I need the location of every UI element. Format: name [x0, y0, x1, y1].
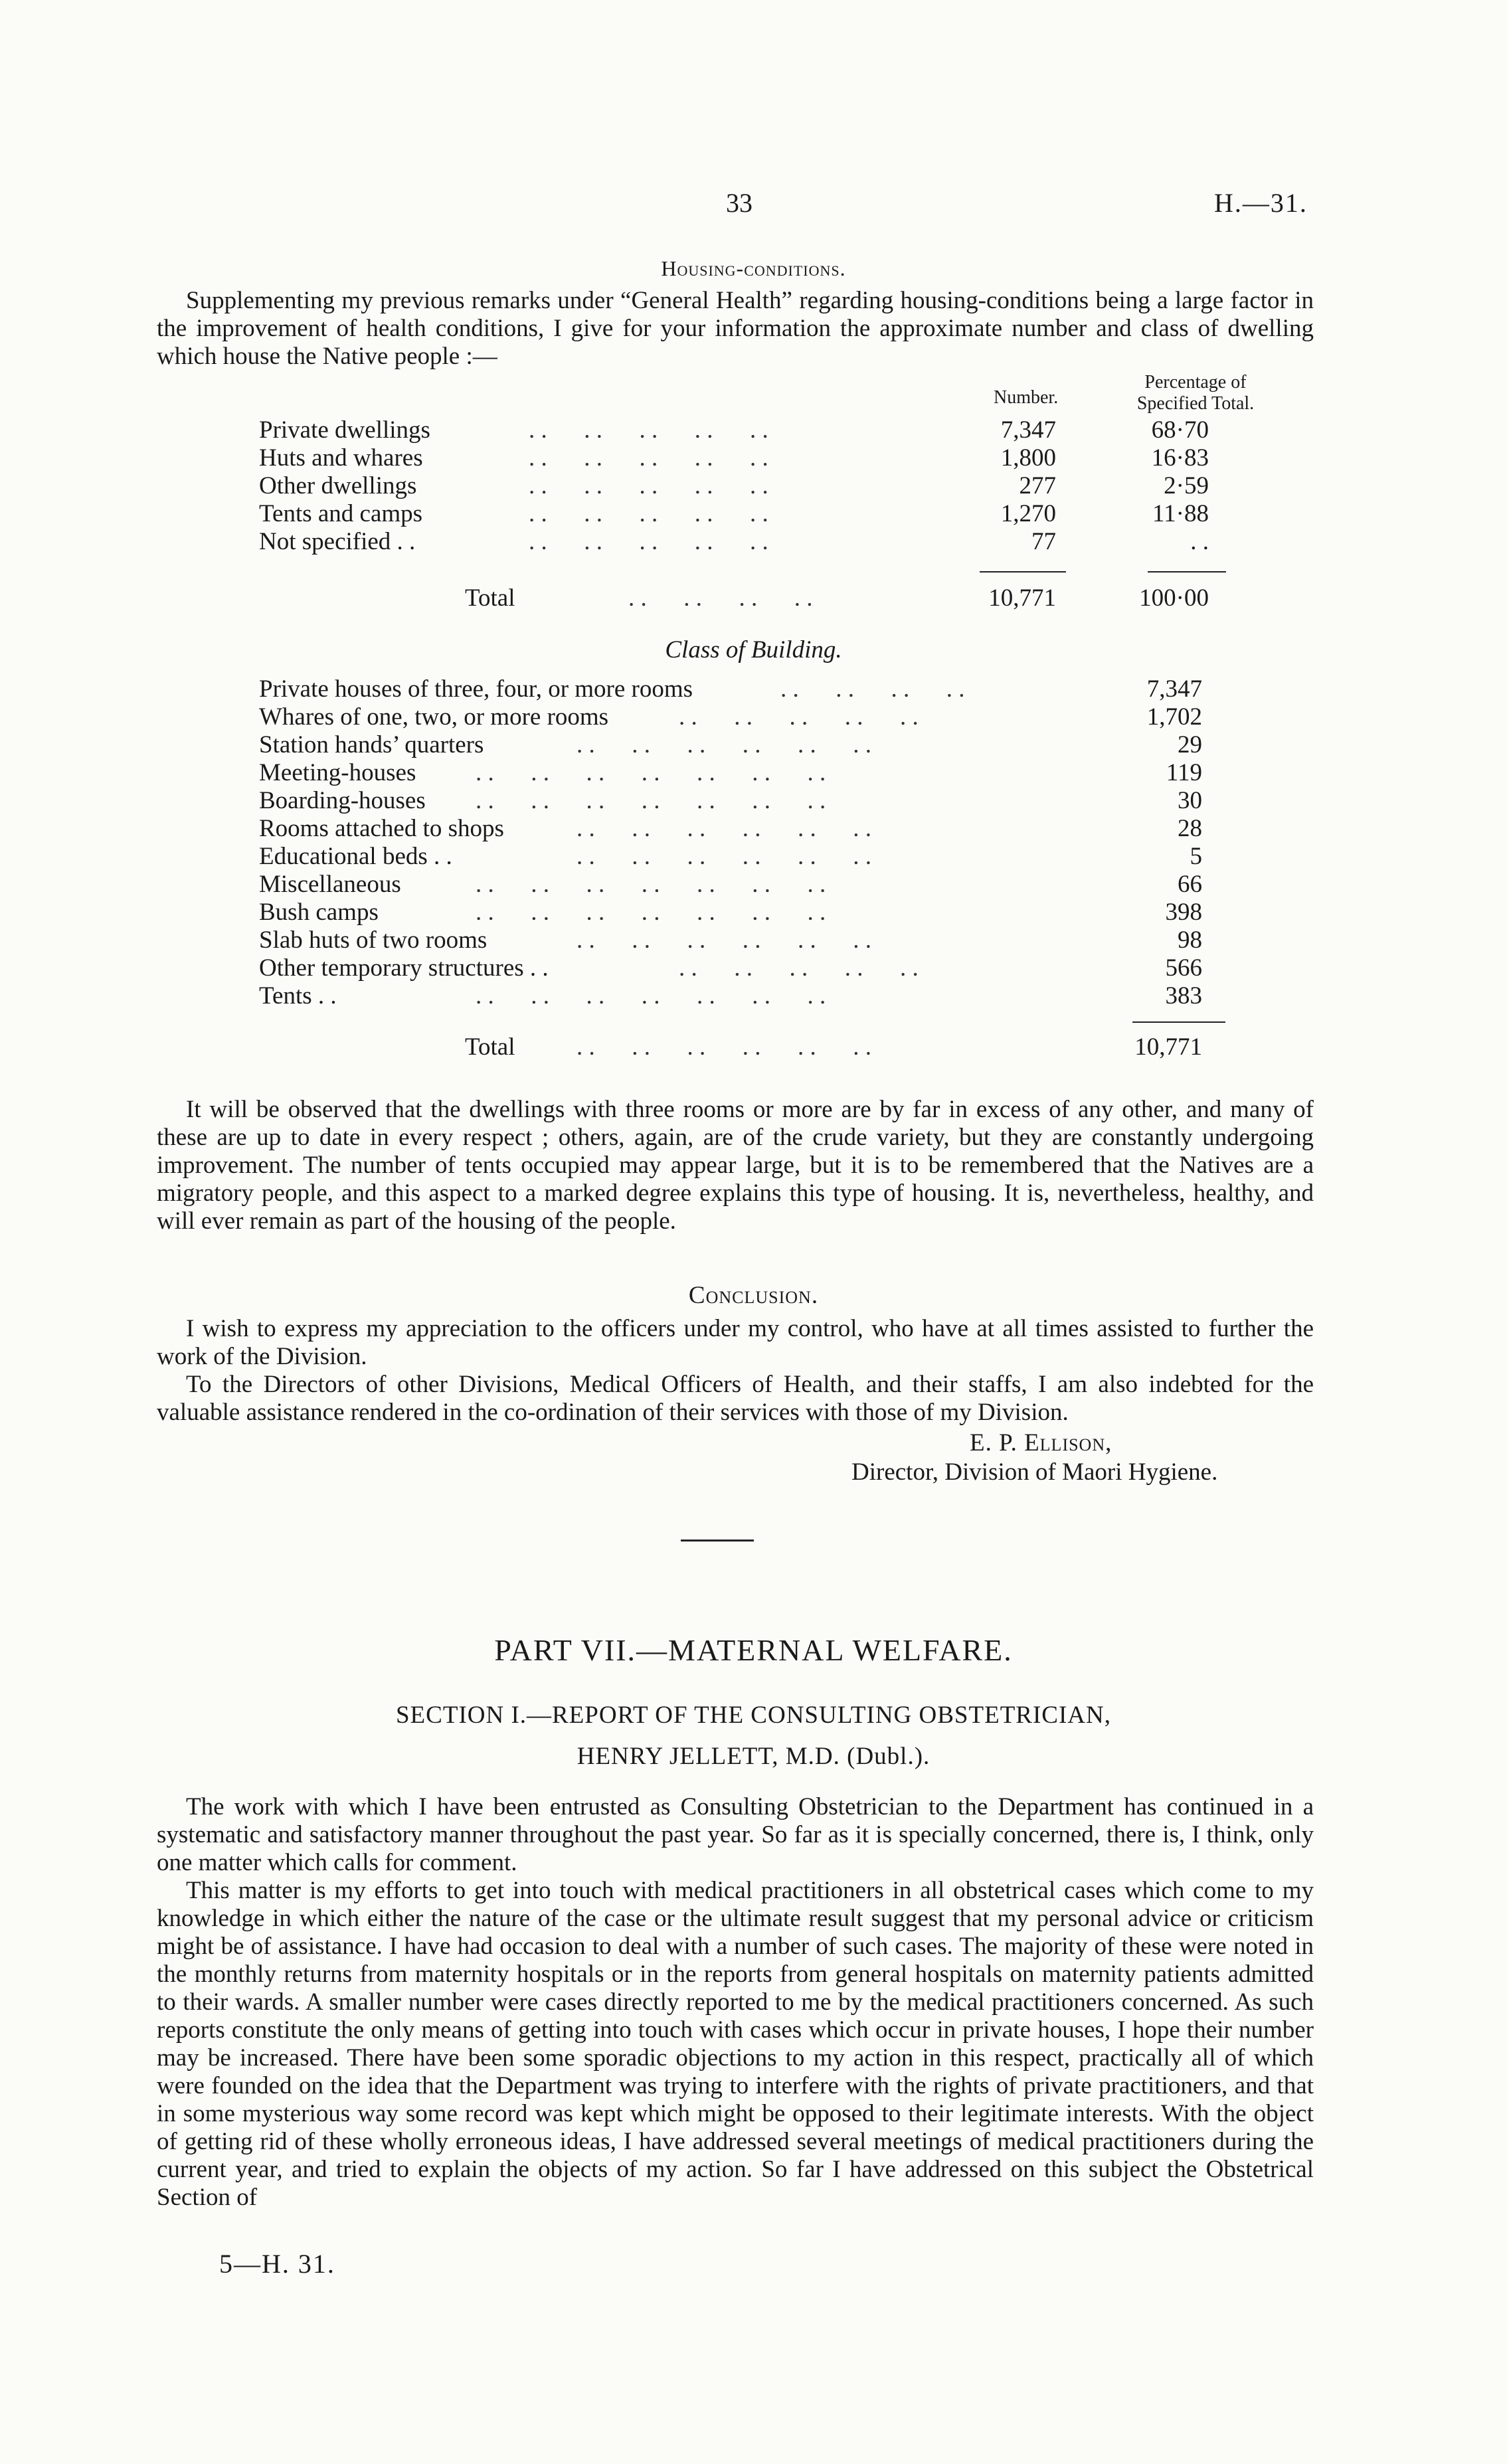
total-row — [259, 584, 1229, 612]
row-value: 5 — [1190, 843, 1202, 870]
leader-dots: . . . . . . . . . . — [529, 416, 768, 444]
leader-dots: . . . . . . . . . . . . — [576, 843, 871, 870]
column-header-percentage-line1: Percentage of — [1144, 372, 1247, 393]
section-title: SECTION I.—REPORT OF THE CONSULTING OBSTETRICIAN, — [395, 1702, 1111, 1729]
row-label: Private dwellings — [259, 416, 430, 444]
total-label: Total — [465, 584, 515, 612]
table-row — [259, 500, 1229, 528]
row-value: 28 — [1178, 815, 1202, 842]
leader-dots: . . . . . . . . . . . . — [576, 926, 871, 954]
doc-reference: H.—31. — [1214, 188, 1308, 218]
row-percentage: 2·59 — [1164, 472, 1209, 499]
row-percentage: 16·83 — [1151, 444, 1209, 472]
row-number: 77 — [1031, 528, 1056, 555]
table-row — [259, 815, 1229, 843]
table-row — [259, 871, 1229, 899]
row-value: 29 — [1178, 731, 1202, 758]
conclusion-paragraph-1: I wish to express my appreciation to the officers under my control, who have at all times assisted to further the work of the Division. — [157, 1315, 1314, 1370]
table-row — [259, 528, 1229, 556]
leader-dots: . . . . . . . . . . — [529, 528, 768, 555]
total-rule-value — [1132, 1021, 1225, 1023]
housing-heading: Housing-conditions. — [661, 256, 846, 280]
table-row — [259, 703, 1229, 731]
table-row — [259, 926, 1229, 954]
row-label: Not specified . . — [259, 528, 416, 555]
leader-dots: . . . . . . . . . . . . — [576, 815, 871, 842]
leader-dots: . . . . . . . . . . . . — [576, 731, 871, 758]
leader-dots: . . . . . . . . . . — [679, 954, 919, 982]
row-value: 30 — [1178, 787, 1202, 814]
column-header-number: Number. — [994, 387, 1059, 408]
row-label: Boarding-houses — [259, 787, 426, 814]
table-row — [259, 899, 1229, 926]
signature-title: Director, Division of Maori Hygiene. — [851, 1458, 1218, 1486]
row-value: 98 — [1178, 926, 1202, 954]
column-header-percentage — [1109, 372, 1282, 414]
table-row — [259, 444, 1229, 472]
section-divider — [681, 1540, 754, 1541]
leader-dots: . . . . . . . . . . . . . . — [476, 899, 826, 926]
row-value: 566 — [1165, 954, 1202, 982]
leader-dots: . . . . . . . . . . — [529, 444, 768, 472]
row-percentage: 11·88 — [1152, 500, 1209, 527]
row-number: 1,270 — [1000, 500, 1056, 527]
row-value: 398 — [1165, 899, 1202, 926]
building-heading: Class of Building. — [665, 636, 842, 663]
row-label: Station hands’ quarters — [259, 731, 484, 758]
leader-dots: . . . . . . . . . . . . . . — [476, 759, 826, 786]
table-row — [259, 787, 1229, 815]
part-title: PART VII.—MATERNAL WELFARE. — [494, 1633, 1013, 1667]
leader-dots: . . . . . . . . . . — [679, 703, 919, 731]
housing-intro: Supplementing my previous remarks under “General Health” regarding housing-conditions being a large factor in the improvement of health conditions, I give for your information the approximate number and class of dwelling which house the Native people :— — [157, 287, 1314, 370]
row-label: Educational beds . . — [259, 843, 452, 870]
conclusion-heading: Conclusion. — [688, 1282, 819, 1309]
conclusion-paragraph-2: To the Directors of other Divisions, Medical Officers of Health, and their staffs, I am also indebted for the valuable assistance rendered in the co-ordination of their services with those of my Division. — [157, 1371, 1314, 1426]
total-percentage: 100·00 — [1139, 584, 1209, 612]
table-row — [259, 759, 1229, 787]
page-number: 33 — [726, 188, 753, 218]
row-value: 7,347 — [1146, 675, 1202, 703]
row-value: 1,702 — [1146, 703, 1202, 731]
total-number: 10,771 — [988, 584, 1056, 612]
total-rule-percentage — [1148, 571, 1226, 572]
table-row — [259, 954, 1229, 982]
row-percentage: . . — [1190, 528, 1209, 555]
total-row — [259, 1033, 1229, 1061]
row-label: Tents . . — [259, 982, 337, 1010]
row-label: Other dwellings — [259, 472, 417, 499]
author-title: HENRY JELLETT, M.D. (Dubl.). — [576, 1743, 931, 1770]
signature-name: E. P. Ellison, — [970, 1429, 1112, 1456]
sheet-mark: 5—H. 31. — [219, 2249, 335, 2279]
leader-dots: . . . . . . . . — [780, 675, 965, 703]
table-row — [259, 675, 1229, 703]
row-label: Tents and camps — [259, 500, 423, 527]
obstetrician-paragraph-1: The work with which I have been entrusted as Consulting Obstetrician to the Department has continued in a systematic and satisfactory manner throughout the past year. So far as it is specially concerned, there is, I think, only one matter which calls for comment. — [157, 1793, 1314, 1876]
column-header-percentage-line2: Specified Total. — [1136, 393, 1255, 414]
table-row — [259, 731, 1229, 759]
row-label: Slab huts of two rooms — [259, 926, 488, 954]
row-label: Miscellaneous — [259, 871, 401, 898]
row-value: 119 — [1166, 759, 1202, 786]
total-rule-number — [980, 571, 1066, 572]
table-row — [259, 472, 1229, 500]
total-value: 10,771 — [1134, 1033, 1202, 1061]
row-label: Whares of one, two, or more rooms — [259, 703, 609, 731]
row-value: 66 — [1178, 871, 1202, 898]
leader-dots: . . . . . . . . . . . . — [576, 1033, 871, 1061]
row-number: 1,800 — [1000, 444, 1056, 472]
row-label: Huts and whares — [259, 444, 423, 472]
leader-dots: . . . . . . . . . . — [529, 500, 768, 527]
row-number: 277 — [1019, 472, 1056, 499]
leader-dots: . . . . . . . . — [628, 584, 813, 612]
row-value: 383 — [1165, 982, 1202, 1010]
row-label: Rooms attached to shops — [259, 815, 504, 842]
leader-dots: . . . . . . . . . . . . . . — [476, 787, 826, 814]
leader-dots: . . . . . . . . . . . . . . — [476, 871, 826, 898]
table-row — [259, 416, 1229, 444]
leader-dots: . . . . . . . . . . — [529, 472, 768, 499]
row-label: Meeting-houses — [259, 759, 416, 786]
total-label: Total — [465, 1033, 515, 1061]
leader-dots: . . . . . . . . . . . . . . — [476, 982, 826, 1010]
row-number: 7,347 — [1000, 416, 1056, 444]
obstetrician-paragraph-2: This matter is my efforts to get into touch with medical practitioners in all obstetrical cases which come to my knowledge in which either the nature of the case or the ultimate result suggest that my personal advice or criticism might be of assistance. I have had occasion to deal with a number of such cases. The majority of these were noted in the monthly returns from maternity hospitals or in the reports from general hospitals on maternity patients admitted to their wards. A smaller number were cases directly reported to me by the medical practitioners concerned. As such reports constitute the only means of getting into touch with cases which occur in private houses, I hope their number may be increased. There have been some sporadic objections to my action in this respect, practically all of which were founded on the idea that the Department was trying to interfere with the rights of private practitioners, and that in some mysterious way some record was kept which might be opposed to their legitimate interests. With the object of getting rid of these wholly erroneous ideas, I have addressed several meetings of medical practitioners during the current year, and tried to explain the objects of my action. So far I have addressed on this subject the Obstetrical Section of — [157, 1877, 1314, 2211]
table-row — [259, 843, 1229, 871]
row-label: Other temporary structures . . — [259, 954, 549, 982]
row-label: Bush camps — [259, 899, 379, 926]
observation-paragraph: It will be observed that the dwellings with three rooms or more are by far in excess of any other, and many of these are up to date in every respect ; others, again, are of the crude variety, but they are constantly undergoing improvement. The number of tents occupied may appear large, but it is to be remembered that the Natives are a migratory people, and this aspect to a marked degree explains this type of housing. It is, nevertheless, healthy, and will ever remain as part of the housing of the people. — [157, 1096, 1314, 1235]
row-label: Private houses of three, four, or more rooms — [259, 675, 693, 703]
row-percentage: 68·70 — [1151, 416, 1209, 444]
table-row — [259, 982, 1229, 1010]
